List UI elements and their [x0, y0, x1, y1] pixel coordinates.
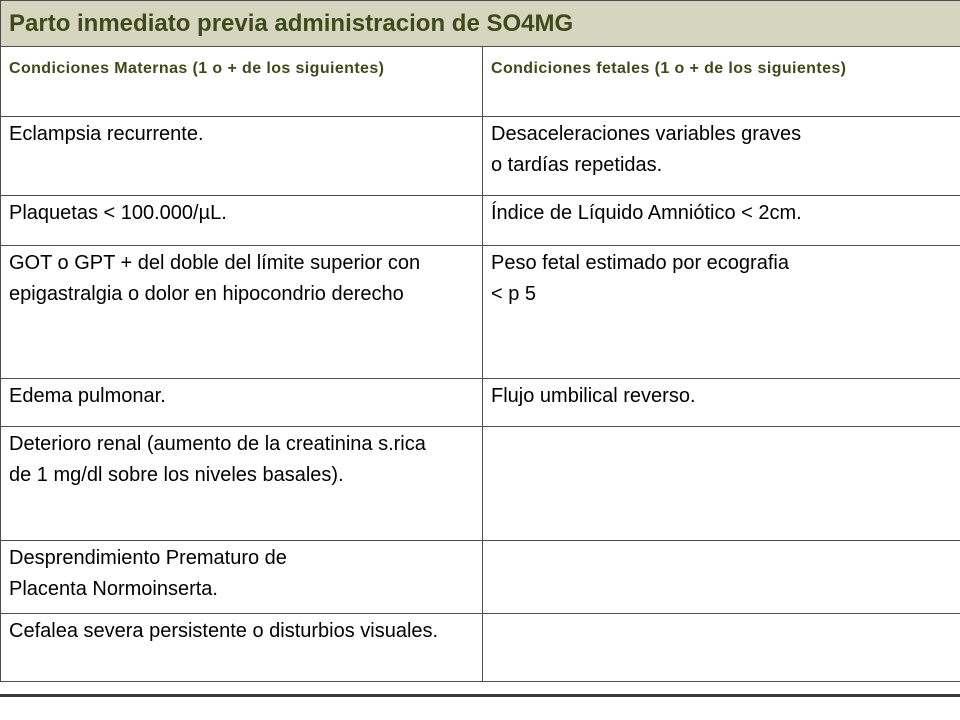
fetal-cell	[483, 379, 960, 427]
header-row	[1, 47, 960, 117]
maternal-header: Condiciones Maternas (1 o + de los siguientes)	[1, 47, 483, 117]
maternal-cell	[1, 117, 483, 196]
fetal-cell-empty	[483, 541, 960, 614]
cell-text: o tardías repetidas.	[491, 154, 663, 176]
cell-text: Cefalea severa persistente o disturbios visuales.	[9, 620, 439, 642]
table-row	[1, 196, 960, 246]
table-row	[1, 427, 960, 541]
fetal-cell-empty	[483, 614, 960, 682]
fetal-header: Condiciones fetales (1 o + de los siguientes)	[483, 47, 960, 117]
maternal-cell	[1, 614, 483, 682]
maternal-cell	[1, 246, 483, 379]
maternal-cell	[1, 196, 483, 246]
cell-text: epigastralgia o dolor en hipocondrio derecho	[9, 283, 404, 305]
cell-text: Desaceleraciones variables graves	[491, 123, 802, 145]
cell-text: Eclampsia recurrente.	[9, 123, 204, 145]
fetal-cell	[483, 246, 960, 379]
fetal-cell-empty	[483, 427, 960, 541]
fetal-cell	[483, 117, 960, 196]
table-title: Parto inmediato previa administracion de SO4MG	[1, 1, 960, 47]
table-row	[1, 246, 960, 379]
cell-text: < p 5	[491, 283, 537, 305]
cell-text: Desprendimiento Prematuro de	[9, 547, 287, 569]
table-row	[1, 614, 960, 682]
table-row	[1, 117, 960, 196]
table-row	[1, 379, 960, 427]
cell-text: Placenta Normoinserta.	[9, 578, 218, 600]
cell-text: Plaquetas < 100.000/µL.	[9, 202, 227, 224]
cell-text: Deterioro renal (aumento de la creatinina s.rica	[9, 433, 426, 455]
table-row	[1, 541, 960, 614]
cell-text: Edema pulmonar.	[9, 385, 166, 407]
cell-text: Peso fetal estimado por ecografia	[491, 252, 789, 274]
maternal-cell	[1, 427, 483, 541]
cell-text: de 1 mg/dl sobre los niveles basales).	[9, 464, 344, 486]
cell-text: GOT o GPT + del doble del límite superior con	[9, 252, 421, 274]
maternal-cell	[1, 541, 483, 614]
title-row	[1, 1, 960, 47]
cell-text: Índice de Líquido Amniótico < 2cm.	[491, 202, 802, 224]
fetal-cell	[483, 196, 960, 246]
cell-text: Flujo umbilical reverso.	[491, 385, 696, 407]
maternal-cell	[1, 379, 483, 427]
